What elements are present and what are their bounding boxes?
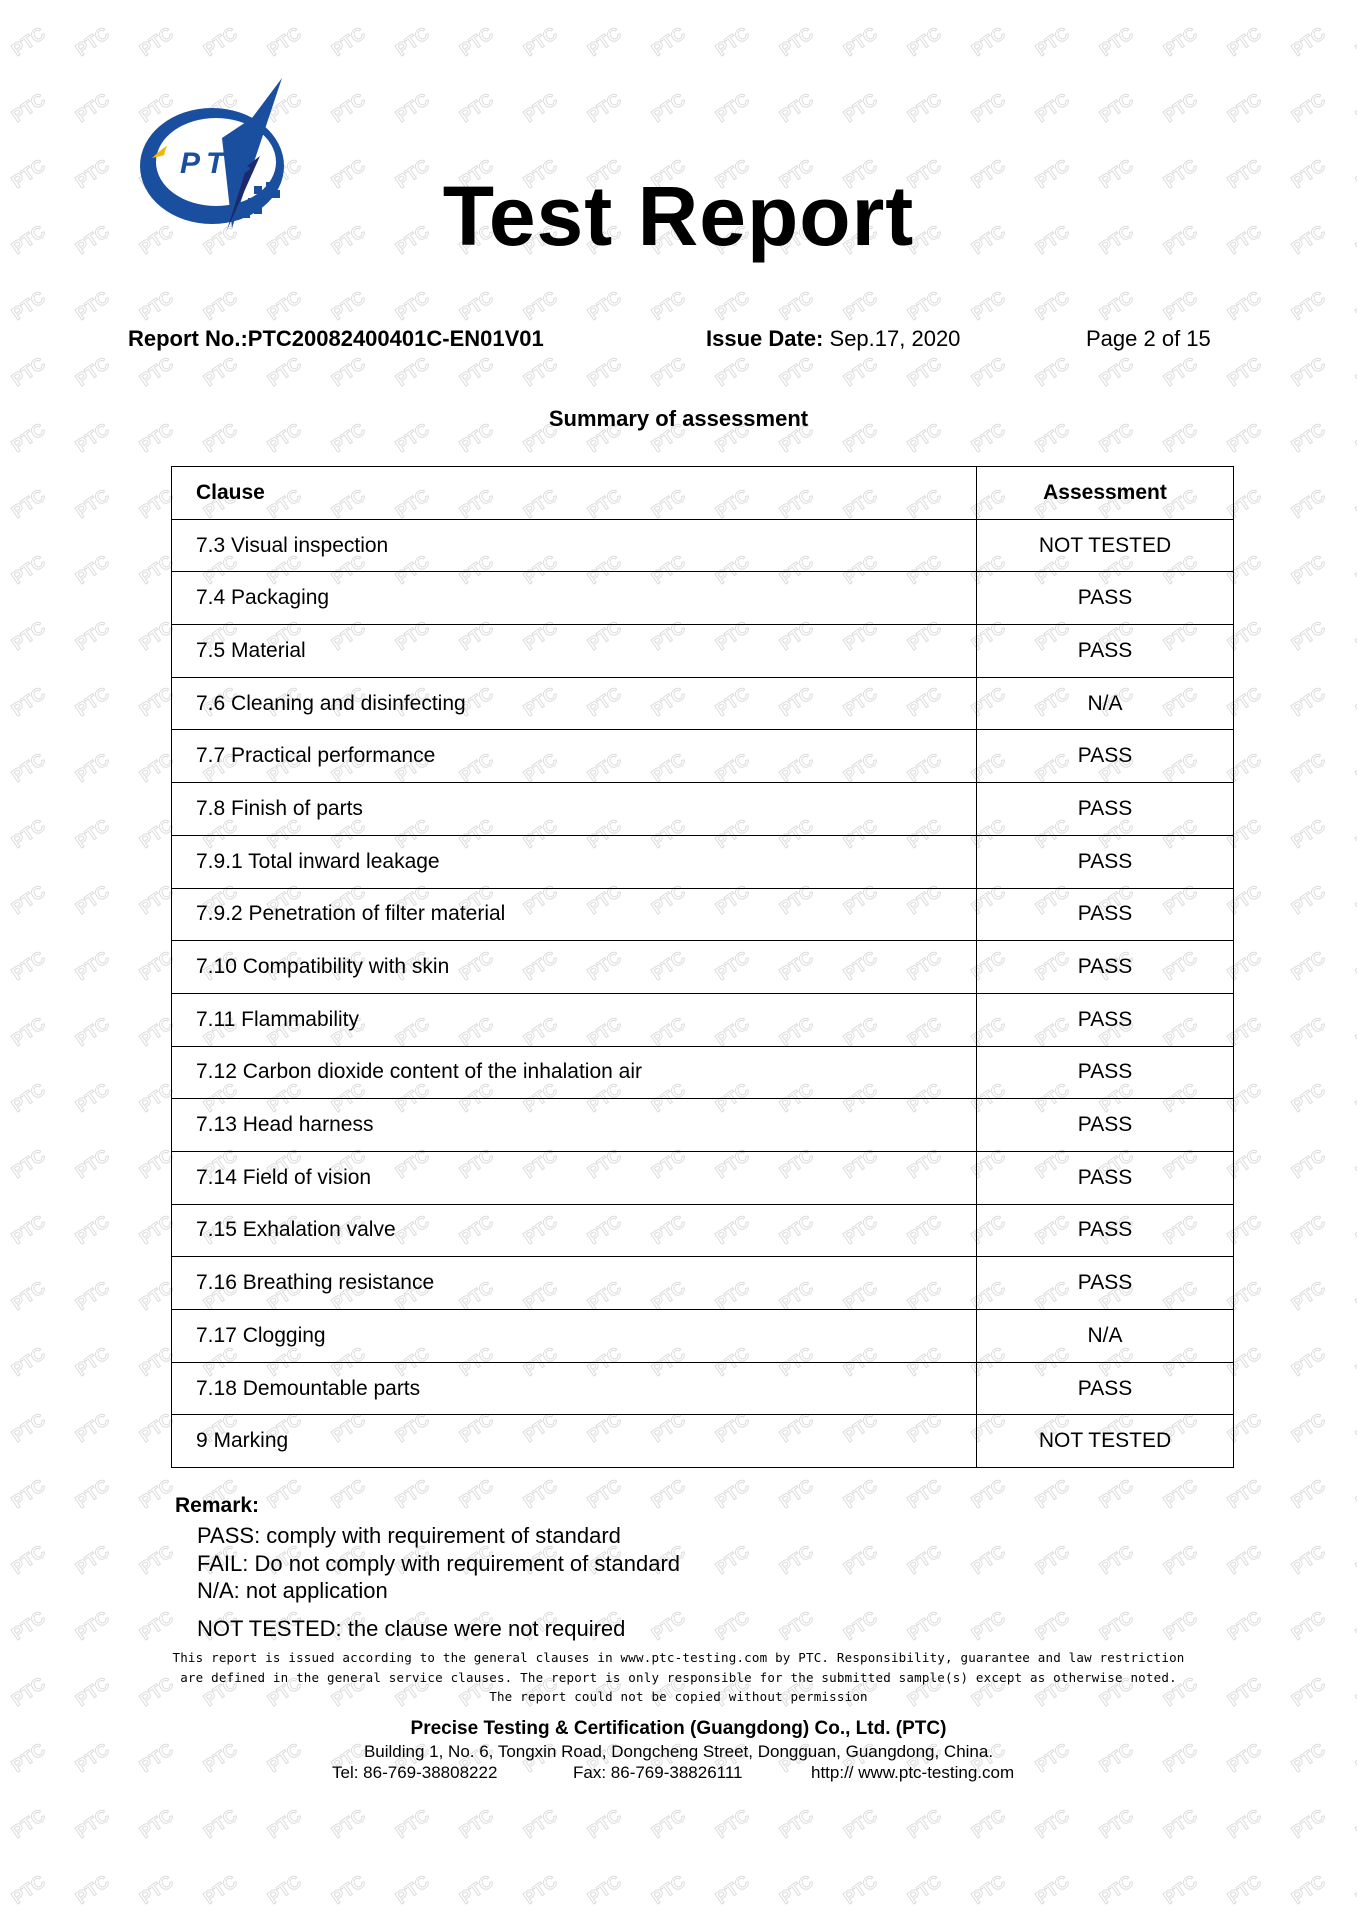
clause-cell: 7.9.1 Total inward leakage: [172, 835, 977, 888]
assessment-cell: PASS: [977, 1257, 1234, 1310]
assessment-table: [171, 466, 1234, 1468]
company-contact: [0, 1763, 1357, 1787]
page-number: Page 2 of 15: [1086, 326, 1211, 351]
clause-cell: 7.11 Flammability: [172, 993, 977, 1046]
clause-cell: 7.14 Field of vision: [172, 1151, 977, 1204]
remark-item: N/A: not application: [197, 1578, 388, 1603]
remark-list: [197, 1522, 680, 1605]
table-row: [172, 730, 1234, 783]
disclaimer-line: are defined in the general service clauses. The report is only responsible for the submitted sample(s) except as otherwise noted.: [180, 1669, 1177, 1685]
table-row: [172, 1099, 1234, 1152]
logo-text: PTC: [180, 147, 258, 180]
disclaimer-line: The report could not be copied without permission: [489, 1689, 868, 1704]
clause-cell: 7.9.2 Penetration of filter material: [172, 888, 977, 941]
table-header-row: [172, 467, 1234, 520]
assessment-cell: PASS: [977, 993, 1234, 1046]
assessment-cell: PASS: [977, 835, 1234, 888]
report-number: Report No.:PTC20082400401C-EN01V01: [128, 326, 544, 351]
remark-title: Remark:: [175, 1494, 260, 1517]
disclaimer: [0, 1648, 1357, 1707]
remark-item: PASS: comply with requirement of standard: [197, 1523, 621, 1548]
clause-cell: 7.5 Material: [172, 625, 977, 678]
assessment-cell: PASS: [977, 1204, 1234, 1257]
telephone: Tel: 86-769-38808222: [332, 1763, 498, 1782]
table-row: [172, 572, 1234, 625]
assessment-cell: PASS: [977, 888, 1234, 941]
assessment-cell: PASS: [977, 1099, 1234, 1152]
assessment-cell: PASS: [977, 1046, 1234, 1099]
remark-item: FAIL: Do not comply with requirement of standard: [197, 1550, 681, 1576]
table-row: [172, 1310, 1234, 1363]
table-row: [172, 783, 1234, 836]
clause-cell: 7.7 Practical performance: [172, 730, 977, 783]
table-row: [172, 519, 1234, 572]
website-link[interactable]: http:// www.ptc-testing.com: [811, 1763, 1015, 1782]
table-row: [172, 1151, 1234, 1204]
assessment-cell: PASS: [977, 1362, 1234, 1415]
clause-cell: 7.4 Packaging: [172, 572, 977, 625]
assessment-cell: N/A: [977, 1310, 1234, 1363]
table-row: [172, 888, 1234, 941]
assessment-cell: PASS: [977, 941, 1234, 994]
assessment-cell: PASS: [977, 625, 1234, 678]
clause-cell: 7.8 Finish of parts: [172, 783, 977, 836]
clause-cell: 7.16 Breathing resistance: [172, 1257, 977, 1310]
assessment-column-header: Assessment: [977, 467, 1234, 520]
clause-cell: 7.6 Cleaning and disinfecting: [172, 677, 977, 730]
table-row: [172, 1204, 1234, 1257]
clause-cell: 7.18 Demountable parts: [172, 1362, 977, 1415]
clause-cell: 9 Marking: [172, 1415, 977, 1468]
disclaimer-line: This report is issued according to the general clauses in www.ptc-testing.com by PTC. Responsibility, guarantee and law restriction: [172, 1650, 1185, 1665]
page-title: Test Report: [442, 169, 915, 263]
table-row: [172, 835, 1234, 888]
assessment-cell: PASS: [977, 730, 1234, 783]
assessment-cell: PASS: [977, 1151, 1234, 1204]
report-meta: [128, 326, 1218, 356]
clause-cell: 7.13 Head harness: [172, 1099, 977, 1152]
table-row: [172, 1257, 1234, 1310]
assessment-cell: PASS: [977, 572, 1234, 625]
table-row: [172, 1362, 1234, 1415]
assessment-cell: NOT TESTED: [977, 1415, 1234, 1468]
table-row: [172, 993, 1234, 1046]
clause-column-header: Clause: [172, 467, 977, 520]
company-name: Precise Testing & Certification (Guangdong) Co., Ltd. (PTC): [410, 1718, 947, 1739]
table-row: [172, 677, 1234, 730]
table-row: [172, 1046, 1234, 1099]
clause-cell: 7.10 Compatibility with skin: [172, 941, 977, 994]
table-row: [172, 1415, 1234, 1468]
fax: Fax: 86-769-38826111: [573, 1763, 743, 1782]
assessment-cell: PASS: [977, 783, 1234, 836]
assessment-cell: N/A: [977, 677, 1234, 730]
issue-date: Issue Date: Sep.17, 2020: [706, 326, 961, 351]
assessment-table-body: [172, 519, 1234, 1467]
clause-cell: 7.17 Clogging: [172, 1310, 977, 1363]
remark-not-tested: NOT TESTED: the clause were not required: [197, 1616, 626, 1641]
summary-heading: Summary of assessment: [548, 406, 809, 431]
clause-cell: 7.3 Visual inspection: [172, 519, 977, 572]
table-row: [172, 625, 1234, 678]
assessment-cell: NOT TESTED: [977, 519, 1234, 572]
company-address: Building 1, No. 6, Tongxin Road, Dongcheng Street, Dongguan, Guangdong, China.: [363, 1742, 994, 1761]
clause-cell: 7.15 Exhalation valve: [172, 1204, 977, 1257]
table-row: [172, 941, 1234, 994]
clause-cell: 7.12 Carbon dioxide content of the inhalation air: [172, 1046, 977, 1099]
